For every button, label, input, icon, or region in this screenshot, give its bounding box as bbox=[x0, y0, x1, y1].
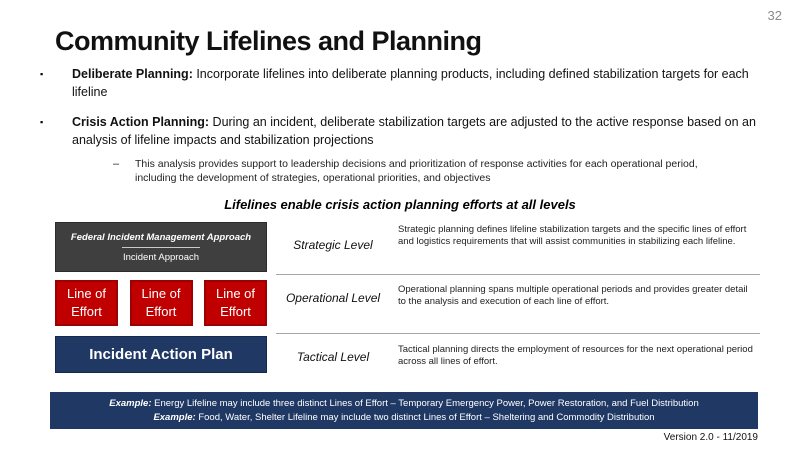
version-footer: Version 2.0 - 11/2019 bbox=[663, 432, 758, 443]
level-description-tactical: Tactical planning directs the employment of resources for the next operational period across all lines of effort. bbox=[398, 344, 753, 368]
incident-action-plan-box: Incident Action Plan bbox=[55, 336, 267, 373]
level-label-strategic: Strategic Level bbox=[293, 238, 373, 252]
approach-box-divider bbox=[122, 247, 200, 248]
line-of-effort-box: Line of Effort bbox=[130, 280, 193, 326]
level-description-operational: Operational planning spans multiple operational periods and provides greater detail to the analysis and execution of each line of effort. bbox=[398, 284, 748, 308]
bullet-text-wrap bbox=[72, 114, 768, 149]
diagram-heading: Lifelines enable crisis action planning efforts at all levels bbox=[224, 197, 576, 212]
sub-bullet-item bbox=[113, 157, 733, 185]
federal-incident-management-approach-box bbox=[55, 222, 267, 272]
line-of-effort-box: Line of Effort bbox=[204, 280, 267, 326]
example-line bbox=[59, 412, 749, 423]
bullet-item bbox=[38, 66, 768, 101]
bullet-item bbox=[38, 114, 768, 149]
row-separator bbox=[276, 274, 760, 275]
example-line bbox=[59, 398, 749, 409]
diagram bbox=[50, 216, 762, 388]
bullet-marker: ▪ bbox=[40, 117, 44, 127]
sub-bullet-text: This analysis provides support to leadership decisions and prioritization of response activities for each operational period, including the development of strategies, operational priorities, and objectives bbox=[135, 158, 698, 185]
bullet-text: Incorporate lifelines into deliberate planning products, including defined stabilization targets for each lifeline bbox=[72, 67, 749, 99]
row-separator bbox=[276, 333, 760, 334]
bullet-text: During an incident, deliberate stabilization targets are adjusted to the active response based on an analysis of lifeline impacts and stabilization projections bbox=[72, 115, 756, 147]
example-lead: Example: bbox=[109, 398, 152, 409]
approach-box-title: Federal Incident Management Approach bbox=[70, 231, 252, 243]
bullet-lead: Crisis Action Planning: bbox=[72, 115, 210, 129]
example-lead: Example: bbox=[153, 412, 196, 423]
slide-title: Community Lifelines and Planning bbox=[55, 26, 482, 56]
bullet-list bbox=[38, 66, 768, 195]
sub-bullet-marker: – bbox=[113, 158, 120, 170]
example-text: Food, Water, Shelter Lifeline may include two distinct Lines of Effort – Sheltering and Commodity Distribution bbox=[195, 412, 655, 423]
bullet-lead: Deliberate Planning: bbox=[72, 67, 193, 81]
approach-box-subtitle: Incident Approach bbox=[122, 251, 200, 263]
line-of-effort-row bbox=[55, 280, 267, 326]
bullet-text-wrap bbox=[72, 66, 768, 101]
line-of-effort-box: Line of Effort bbox=[55, 280, 118, 326]
example-banner bbox=[50, 392, 758, 429]
page-number: 32 bbox=[767, 8, 782, 23]
bullet-marker: ▪ bbox=[40, 69, 44, 79]
level-label-tactical: Tactical Level bbox=[296, 350, 370, 364]
example-text: Energy Lifeline may include three distinct Lines of Effort – Temporary Emergency Power, Power Restoration, and Fuel Distribution bbox=[151, 398, 699, 409]
level-description-strategic: Strategic planning defines lifeline stabilization targets and the specific lines of effort and logistics requirements that will assist communities in stabilizing each lifeline. bbox=[398, 224, 747, 248]
level-label-operational: Operational Level bbox=[285, 291, 381, 305]
